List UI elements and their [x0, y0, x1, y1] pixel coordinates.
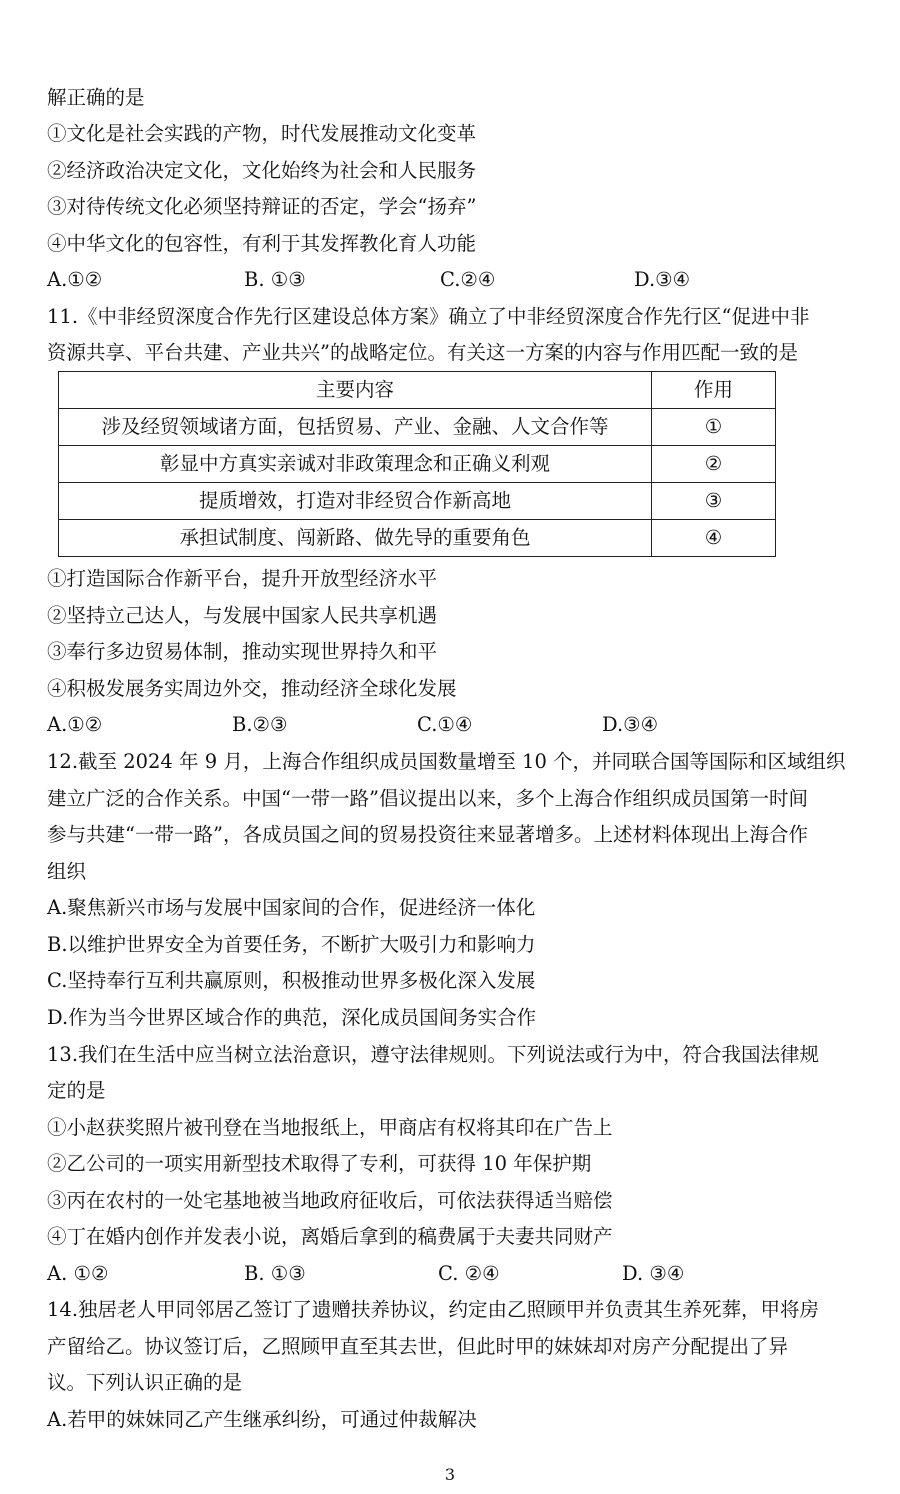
q10-option-a: A.①② [47, 268, 103, 291]
q11-item-3: ③奉行多边贸易体制，推动实现世界持久和平 [47, 640, 438, 663]
header-function: 作用 [652, 372, 776, 409]
q11-option-c: C.①④ [417, 713, 473, 736]
table-cell-function: ② [652, 446, 776, 483]
q10-option-b: B. ①③ [244, 268, 306, 291]
table-row [59, 520, 776, 557]
q13-item-4: ④丁在婚内创作并发表小说，离婚后拿到的稿费属于夫妻共同财产 [47, 1225, 613, 1248]
table-header-row [59, 372, 776, 409]
q12-stem-line-4: 组织 [47, 860, 87, 883]
q11-item-2: ②坚持立己达人，与发展中国家人民共享机遇 [47, 604, 438, 627]
q13-option-a: A. ①② [47, 1262, 109, 1285]
table-cell-function: ③ [652, 483, 776, 520]
q13-item-3: ③丙在农村的一处宅基地被当地政府征收后，可依法获得适当赔偿 [47, 1189, 613, 1212]
q13-option-d: D. ③④ [622, 1262, 685, 1285]
table-cell-content: 彰显中方真实亲诚对非政策理念和正确义利观 [59, 446, 652, 483]
q11-option-a: A.①② [47, 713, 103, 736]
q12-stem-line-1: 12.截至 2024 年 9 月，上海合作组织成员国数量增至 10 个，并同联合国等国际和区域组织 [47, 750, 846, 773]
table-cell-function: ① [652, 409, 776, 446]
q12-option-a: A.聚焦新兴市场与发展中国家间的合作，促进经济一体化 [47, 896, 536, 919]
q10-option-c: C.②④ [440, 268, 496, 291]
q13-option-b: B. ①③ [244, 1262, 306, 1285]
q11-option-d: D.③④ [602, 713, 659, 736]
q13-stem-line-2: 定的是 [47, 1079, 106, 1102]
q11-stem-line-2: 资源共享、平台共建、产业共兴”的战略定位。有关这一方案的内容与作用匹配一致的是 [47, 341, 798, 364]
table-cell-content: 涉及经贸领域诸方面，包括贸易、产业、金融、人文合作等 [59, 409, 652, 446]
page-number: 3 [444, 1465, 456, 1484]
table-row [59, 409, 776, 446]
q14-stem-line-2: 产留给乙。协议签订后，乙照顾甲直至其去世，但此时甲的妹妹却对房产分配提出了异 [47, 1335, 789, 1358]
q11-item-4: ④积极发展务实周边外交，推动经济全球化发展 [47, 677, 457, 700]
table-row [59, 483, 776, 520]
q12-stem-line-2: 建立广泛的合作关系。中国“一带一路”倡议提出以来，多个上海合作组织成员国第一时间 [47, 787, 808, 810]
q12-option-d: D.作为当今世界区域合作的典范，深化成员国间务实合作 [47, 1006, 537, 1029]
q10-item-1: ①文化是社会实践的产物，时代发展推动文化变革 [47, 122, 477, 145]
q10-item-4: ④中华文化的包容性，有利于其发挥教化育人功能 [47, 232, 477, 255]
q13-stem-line-1: 13.我们在生活中应当树立法治意识，遵守法律规则。下列说法或行为中，符合我国法律规 [47, 1043, 820, 1066]
q14-stem-line-3: 议。下列认识正确的是 [47, 1371, 243, 1394]
q14-stem-line-1: 14.独居老人甲同邻居乙签订了遗赠扶养协议，约定由乙照顾甲并负责其生养死葬，甲将房 [47, 1298, 820, 1321]
table-cell-content: 提质增效，打造对非经贸合作新高地 [59, 483, 652, 520]
q12-stem-line-3: 参与共建“一带一路”，各成员国之间的贸易投资往来显著增多。上述材料体现出上海合作 [47, 823, 808, 846]
q10-option-d: D.③④ [634, 268, 691, 291]
q11-option-b: B.②③ [232, 713, 288, 736]
q10-item-2: ②经济政治决定文化，文化始终为社会和人民服务 [47, 159, 477, 182]
table-cell-content: 承担试制度、闯新路、做先导的重要角色 [59, 520, 652, 557]
q12-option-c: C.坚持奉行互利共赢原则，积极推动世界多极化深入发展 [47, 969, 536, 992]
q11-stem-line-1: 11.《中非经贸深度合作先行区建设总体方案》确立了中非经贸深度合作先行区“促进中非 [47, 305, 810, 328]
q11-item-1: ①打造国际合作新平台，提升开放型经济水平 [47, 567, 438, 590]
table-cell-function: ④ [652, 520, 776, 557]
q13-option-c: C. ②④ [438, 1262, 500, 1285]
table-row [59, 446, 776, 483]
q13-item-1: ①小赵获奖照片被刊登在当地报纸上，甲商店有权将其印在广告上 [47, 1116, 613, 1139]
q14-option-a: A.若甲的妹妹同乙产生继承纠纷，可通过仲裁解决 [47, 1408, 477, 1431]
q13-item-2: ②乙公司的一项实用新型技术取得了专利，可获得 10 年保护期 [47, 1152, 592, 1175]
q10-stem-end: 解正确的是 [47, 86, 145, 109]
q10-item-3: ③对待传统文化必须坚持辩证的否定，学会“扬弃” [47, 195, 477, 218]
q11-content-table [58, 371, 776, 557]
header-main-content: 主要内容 [59, 372, 652, 409]
q12-option-b: B.以维护世界安全为首要任务，不断扩大吸引力和影响力 [47, 933, 536, 956]
